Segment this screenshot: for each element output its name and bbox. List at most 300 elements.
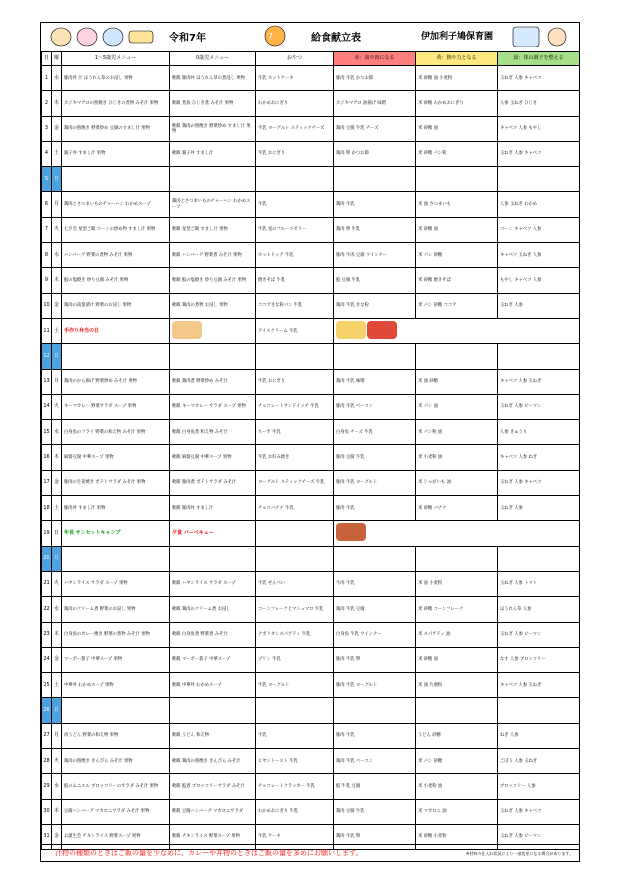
dow-cell: 水 [52, 597, 62, 622]
green-group-cell [498, 546, 580, 571]
menu-0-cell: 軟飯 麻婆豆腐 中華スープ 果物 [170, 445, 256, 470]
dow-cell: 金 [52, 824, 62, 849]
menu-0-cell: 軟飯 ハンバーグ 野菜煮 みそ汁 果物 [170, 243, 256, 268]
red-group-cell: 白身魚 チーズ 牛乳 [334, 420, 416, 445]
table-row [42, 268, 580, 293]
yellow-group-cell: 米 パン 砂糖 ココア [416, 293, 498, 318]
bento-label: 手作り弁当の日 [64, 327, 100, 334]
menu-1to5-cell: 豚肉丼 汁 ほうれん草のお浸し 果物 [62, 66, 170, 91]
table-row [42, 66, 580, 91]
footer-small-note: ※材料の仕入れ状況により一部変更になる場合があります。 [465, 851, 573, 856]
day-cell: 5 [42, 167, 52, 192]
table-row [42, 192, 580, 217]
bbq-label: 夕食 バーベキュー [172, 529, 214, 536]
day-cell: 25 [42, 673, 52, 698]
menu-0-cell [170, 344, 256, 369]
col-red-group: 赤：血や肉になる [334, 52, 416, 66]
menu-0-cell: 軟飯 煮魚 ひじき煮 みそ汁 果物 [170, 91, 256, 116]
menu-0-cell: 軟飯 鶏肉煮 野菜炒め みそ汁 [170, 369, 256, 394]
menu-0-cell: 軟飯 親子丼 すまし汁 [170, 141, 256, 166]
menu-0-cell: 軟飯 鮭の塩焼き 炒り豆腐 みそ汁 果物 [170, 268, 256, 293]
dow-cell: 火 [52, 749, 62, 774]
day-cell: 3 [42, 116, 52, 141]
table-row [42, 167, 580, 192]
snack-cell: チョコレートクラッカー 牛乳 [256, 774, 334, 799]
red-group-cell [334, 546, 416, 571]
menu-1to5-cell: マーボー茄子 中華スープ 果物 [62, 647, 170, 672]
camp-right-cell [170, 521, 256, 546]
table-row [42, 673, 580, 698]
menu-1to5-cell: お誕生会 チキンライス 野菜スープ 果物 [62, 824, 170, 849]
day-cell: 10 [42, 293, 52, 318]
yellow-group-cell: 米 砂糖 油 [416, 217, 498, 242]
menu-1to5-cell: 七夕会 星型ご飯 コーンの炒め物 すまし汁 果物 [62, 217, 170, 242]
yellow-group-cell [416, 698, 498, 723]
menu-1to5-cell: 鶏肉のクリーム煮 野菜のお浸し 果物 [62, 597, 170, 622]
green-group-cell: 人参 玉ねぎ わかめ [498, 192, 580, 217]
red-group-cell: 豚肉 牛乳 [334, 723, 416, 748]
green-group-cell: 玉ねぎ 人参 [498, 293, 580, 318]
yellow-group-cell [416, 344, 498, 369]
table-row [42, 116, 580, 141]
table-row [42, 293, 580, 318]
yellow-group-cell: 米 油 さつまいも [416, 192, 498, 217]
era-title: 令和7年 [169, 33, 206, 44]
school-name: 伊加利子鳩保育園 [421, 32, 494, 42]
dow-cell: 金 [52, 116, 62, 141]
green-group-cell: キャベツ 人参 玉ねぎ [498, 673, 580, 698]
dow-cell: 木 [52, 799, 62, 824]
menu-0-cell: 軟飯 ハヤシライス サラダ スープ [170, 571, 256, 596]
yellow-group-cell: 米 油 小麦粉 [416, 571, 498, 596]
menu-0-cell: 鶏肉とさつまいものチャーハン わかめスープ [170, 192, 256, 217]
red-group-cell: 鶏肉 牛乳 卵 [334, 824, 416, 849]
red-group-cell: 豚肉 牛肉 豆腐 ウインナー [334, 243, 416, 268]
dow-cell: 日 [52, 521, 62, 546]
menu-1to5-cell: 鶏肉の照焼き きんぴら みそ汁 果物 [62, 749, 170, 774]
day-cell: 19 [42, 521, 52, 546]
children-icon [172, 321, 202, 339]
red-group-cell: カジキマグロ 油揚げ 味噌 [334, 91, 416, 116]
menu-1to5-cell [62, 344, 170, 369]
green-group-cell [498, 698, 580, 723]
red-group-cell: 豚肉 牛乳 かつお節 [334, 66, 416, 91]
dow-cell: 月 [52, 369, 62, 394]
svg-text:7: 7 [268, 32, 274, 41]
yellow-group-cell: 米 パン 油 [416, 394, 498, 419]
table-row [42, 318, 580, 343]
dow-cell: 日 [52, 344, 62, 369]
red-group-cell: 豚肉 牛乳 卵 [334, 647, 416, 672]
dow-cell: 土 [52, 141, 62, 166]
lunchbox-icon [336, 321, 366, 339]
red-group-cell: 鶏肉 牛乳 豆腐 [334, 597, 416, 622]
menu-1to5-cell: 豚肉の生姜焼き ポテトサラダ みそ汁 果物 [62, 470, 170, 495]
snack-cell: ナポリタンスパゲティ 牛乳 [256, 622, 334, 647]
col-day: 日 [42, 52, 52, 66]
page-title: 給食献立表 [311, 33, 361, 44]
yellow-group-cell: 米 油 片栗粉 [416, 673, 498, 698]
day-cell: 13 [42, 369, 52, 394]
menu-1to5-cell [62, 167, 170, 192]
snack-cell: 焼きそば 牛乳 [256, 268, 334, 293]
table-row [42, 774, 580, 799]
menu-0-cell: 軟飯 豚肉丼 すまし汁 [170, 496, 256, 521]
snack-cell [256, 698, 334, 723]
menu-0-cell: 軟飯 キーマカレー サラダ スープ 果物 [170, 394, 256, 419]
snack-cell [256, 167, 334, 192]
red-group-cell: 鶏肉 卵 かつお節 [334, 141, 416, 166]
green-group-cell: 人参 きゅうり [498, 420, 580, 445]
red-group-cell: 鶏肉 豆腐 牛乳 チーズ [334, 116, 416, 141]
dow-cell: 木 [52, 268, 62, 293]
menu-0-cell [170, 698, 256, 723]
menu-1to5-cell: 鮭の塩焼き 炒り豆腐 みそ汁 果物 [62, 268, 170, 293]
menu-1to5-cell [62, 698, 170, 723]
day-cell: 21 [42, 571, 52, 596]
table-row [42, 470, 580, 495]
red-group-cell [334, 167, 416, 192]
menu-0-cell: 軟飯 鶏肉の照焼き きんぴら みそ汁 [170, 749, 256, 774]
menu-1to5-cell: 鶏肉の照焼き 野菜炒め 豆腐のすまし汁 果物 [62, 116, 170, 141]
menu-1to5-cell: 中華丼 わかめスープ 果物 [62, 673, 170, 698]
yellow-group-cell [416, 167, 498, 192]
dow-cell: 木 [52, 91, 62, 116]
day-cell: 29 [42, 774, 52, 799]
green-group-cell: ねぎ 人参 [498, 723, 580, 748]
dow-cell: 月 [52, 546, 62, 571]
dow-cell: 金 [52, 647, 62, 672]
red-group-cell: 豚肉 牛乳 ベーコン [334, 394, 416, 419]
day-cell: 24 [42, 647, 52, 672]
yellow-group-cell [416, 546, 498, 571]
menu-1to5-cell: 鶏肉のから揚げ 野菜炒め みそ汁 果物 [62, 369, 170, 394]
col-snack: おやつ [256, 52, 334, 66]
snack-cell: 牛乳 ヨーグルト [256, 673, 334, 698]
table-row [42, 622, 580, 647]
yellow-group-cell: 米 砂糖 油 [416, 116, 498, 141]
day-cell: 17 [42, 470, 52, 495]
day-cell: 12 [42, 344, 52, 369]
yellow-group-cell: 米 砂糖 小麦粉 [416, 824, 498, 849]
snack-cell: 牛乳 星のフルーツゼリー [256, 217, 334, 242]
green-group-cell: キャベツ 人参 玉ねぎ [498, 369, 580, 394]
menu-1to5-cell: ハンバーグ 野菜の煮物 みそ汁 果物 [62, 243, 170, 268]
green-group-cell: キャベツ 人参 ねぎ [498, 445, 580, 470]
menu-0-cell: 軟飯 中華丼 わかめスープ [170, 673, 256, 698]
snack-cell: プリン 牛乳 [256, 647, 334, 672]
snack-cell: 牛乳 おにぎり [256, 369, 334, 394]
col-menu-1to5: 1～5歳児メニュー [62, 52, 170, 66]
day-cell: 1 [42, 66, 52, 91]
menu-table [41, 51, 580, 850]
day-cell: 7 [42, 217, 52, 242]
dow-cell: 水 [52, 66, 62, 91]
red-group-cell: 豚肉 牛乳 [334, 496, 416, 521]
menu-0-cell: 軟飯 豆腐ハンバーグ マカロニサラダ [170, 799, 256, 824]
dow-cell: 土 [52, 496, 62, 521]
snack-cell: ちーず 牛乳 [256, 420, 334, 445]
day-cell: 2 [42, 91, 52, 116]
snack-cell: 牛乳 おにぎり [256, 141, 334, 166]
snack-cell: わかめおにぎり [256, 91, 334, 116]
red-group-cell: 鶏肉 卵 牛乳 [334, 217, 416, 242]
dow-cell: 日 [52, 698, 62, 723]
menu-1to5-cell: ハヤシライス サラダ スープ 果物 [62, 571, 170, 596]
table-row [42, 394, 580, 419]
menu-0-cell: 軟飯 星型ご飯 すまし汁 果物 [170, 217, 256, 242]
red-group-cell: 豚肉 牛乳 ヨーグルト [334, 673, 416, 698]
lunchbox-illustration-cell [334, 318, 580, 343]
table-header-row [42, 52, 580, 66]
table-row [42, 496, 580, 521]
snack-cell: チョコレートサンドイッチ 牛乳 [256, 394, 334, 419]
snack-cell [256, 546, 334, 571]
day-cell: 15 [42, 420, 52, 445]
menu-1to5-cell: 親子丼 すまし汁 果物 [62, 141, 170, 166]
table-row [42, 369, 580, 394]
snack-cell: 牛乳 お好み焼き [256, 445, 334, 470]
red-group-cell: 白身魚 牛乳 ウインナー [334, 622, 416, 647]
snack-cell: 牛乳 ケーキ [256, 824, 334, 849]
green-group-cell [498, 344, 580, 369]
snack-cell: 牛乳 ヨーグルト スティックチーズ [256, 116, 334, 141]
menu-0-cell: 軟飯 豚肉丼 ほうれん草の煮浸し 果物 [170, 66, 256, 91]
menu-0-cell [170, 546, 256, 571]
onigiri-icon [367, 321, 397, 339]
snack-cell: わかめおにぎり 牛乳 [256, 799, 334, 824]
menu-0-cell: 軟飯 鶏肉の煮物 お浸し 果物 [170, 293, 256, 318]
green-group-cell: キャベツ 人参 もやし [498, 116, 580, 141]
green-group-cell: 玉ねぎ 人参 トマト [498, 571, 580, 596]
green-group-cell: コーン キャベツ 人参 [498, 217, 580, 242]
menu-1to5-cell: 肉うどん 野菜の和え物 果物 [62, 723, 170, 748]
yellow-group-cell: うどん 砂糖 [416, 723, 498, 748]
table-row [42, 546, 580, 571]
menu-sheet [40, 22, 580, 862]
snack-cell [256, 344, 334, 369]
green-group-cell [498, 167, 580, 192]
red-group-cell [334, 344, 416, 369]
day-cell: 11 [42, 318, 52, 343]
table-row [42, 799, 580, 824]
table-row [42, 647, 580, 672]
snack-cell: 牛乳 [256, 192, 334, 217]
red-group-cell: 鮭 牛乳 豆腐 [334, 774, 416, 799]
menu-1to5-cell: 白身魚のカレー焼き 野菜の煮物 みそ汁 果物 [62, 622, 170, 647]
day-cell: 9 [42, 268, 52, 293]
green-group-cell: なす 人参 ブロッコリー [498, 647, 580, 672]
table-row [42, 243, 580, 268]
menu-1to5-cell: 豆腐ハンバーグ マカロニサラダ みそ汁 果物 [62, 799, 170, 824]
day-cell: 20 [42, 546, 52, 571]
bbq-illustration-cell [334, 521, 580, 546]
table-row [42, 723, 580, 748]
dow-cell: 火 [52, 394, 62, 419]
green-group-cell: ごぼう 人参 玉ねぎ [498, 749, 580, 774]
red-group-cell: 牛肉 牛乳 [334, 571, 416, 596]
dow-cell: 月 [52, 192, 62, 217]
green-group-cell: ほうれん草 人参 [498, 597, 580, 622]
green-group-cell: 人参 玉ねぎ ひじき [498, 91, 580, 116]
snack-cell: チョコバナナ 牛乳 [256, 496, 334, 521]
red-group-cell: 鶏肉 牛乳 [334, 192, 416, 217]
snack-cell: コーンフレークとマシュマロ 牛乳 [256, 597, 334, 622]
green-group-cell: 玉ねぎ 人参 キャベツ [498, 66, 580, 91]
snack-cell: 牛乳 せんべい [256, 571, 334, 596]
bento-illustration-cell [170, 318, 256, 343]
dow-cell: 金 [52, 470, 62, 495]
yellow-group-cell: 米 砂糖 バナナ [416, 496, 498, 521]
menu-1to5-cell: キーマカレー 野菜サラダ スープ 果物 [62, 394, 170, 419]
dow-cell: 水 [52, 420, 62, 445]
day-cell: 14 [42, 394, 52, 419]
footer-note: 汁物の種類のときはご飯の量を少なめに、カレーや丼物のときはご飯の量を多めにお願いします。 [55, 849, 363, 857]
dow-cell: 木 [52, 445, 62, 470]
green-group-cell: 玉ねぎ 人参 キャベツ [498, 141, 580, 166]
dow-cell: 木 [52, 622, 62, 647]
green-group-cell: キャベツ 玉ねぎ 人参 [498, 243, 580, 268]
table-row [42, 571, 580, 596]
yellow-group-cell: 米 砂糖 焼きそば [416, 268, 498, 293]
green-group-cell: 玉ねぎ 人参 [498, 496, 580, 521]
menu-1to5-cell: 白身魚のフライ 野菜の和え物 みそ汁 果物 [62, 420, 170, 445]
green-group-cell: 玉ねぎ 人参 ピーマン [498, 394, 580, 419]
header [41, 23, 579, 52]
table-row [42, 344, 580, 369]
table-row [42, 217, 580, 242]
green-group-cell: 玉ねぎ 人参 ピーマン [498, 824, 580, 849]
menu-0-cell [170, 167, 256, 192]
red-group-cell: 鶏肉 豆腐 牛乳 [334, 799, 416, 824]
dow-cell: 土 [52, 673, 62, 698]
bento-cell [62, 318, 170, 343]
red-group-cell: 鶏肉 牛乳 きな粉 [334, 293, 416, 318]
yellow-group-cell: 米 パン 砂糖 [416, 243, 498, 268]
header-right-illustration-icon [511, 25, 575, 47]
day-cell: 28 [42, 749, 52, 774]
col-dow: 曜 [52, 52, 62, 66]
menu-0-cell: 軟飯 白身魚煮 野菜煮 みそ汁 [170, 622, 256, 647]
menu-1to5-cell: 豚肉丼 すまし汁 果物 [62, 496, 170, 521]
col-yellow-group: 黄：熱や力となる [416, 52, 498, 66]
col-menu-0: 0歳児メニュー [170, 52, 256, 66]
menu-0-cell: 軟飯 鮭煮 ブロッコリーサラダ みそ汁 [170, 774, 256, 799]
snack-cell: 牛乳 ホットケーキ [256, 66, 334, 91]
footer [41, 844, 579, 861]
menu-0-cell: 軟飯 チキンライス 野菜スープ 果物 [170, 824, 256, 849]
bbq-icon [336, 523, 366, 541]
snack-cell: ヒヤシトースト 牛乳 [256, 749, 334, 774]
menu-0-cell: 軟飯 マーボー茄子 中華スープ [170, 647, 256, 672]
day-cell: 26 [42, 698, 52, 723]
dow-cell: 金 [52, 293, 62, 318]
dow-cell: 火 [52, 571, 62, 596]
camp-left-cell [62, 521, 170, 546]
dow-cell: 水 [52, 243, 62, 268]
table-row [42, 445, 580, 470]
menu-1to5-cell: 鶏肉とさつまいものチャーハン わかめスープ [62, 192, 170, 217]
snack-cell: アイスクリーム 牛乳 [256, 318, 334, 343]
menu-0-cell: 軟飯 鶏肉のクリーム煮 お浸し [170, 597, 256, 622]
day-cell: 31 [42, 824, 52, 849]
green-group-cell: もやし キャベツ 人参 [498, 268, 580, 293]
yellow-group-cell: 米 砂糖 油 小麦粉 [416, 66, 498, 91]
snack-cell: ホットドッグ 牛乳 [256, 243, 334, 268]
dow-cell: 火 [52, 217, 62, 242]
dow-cell: 土 [52, 318, 62, 343]
dow-cell: 水 [52, 774, 62, 799]
green-group-cell: 玉ねぎ 人参 ピーマン [498, 622, 580, 647]
menu-1to5-cell: 鮭のムニエル ブロッコリーのサラダ みそ汁 果物 [62, 774, 170, 799]
table-row [42, 698, 580, 723]
day-cell: 30 [42, 799, 52, 824]
day-cell: 4 [42, 141, 52, 166]
yellow-group-cell: 米 じゃがいも 油 [416, 470, 498, 495]
red-group-cell [334, 698, 416, 723]
day-cell: 23 [42, 622, 52, 647]
yellow-group-cell: 米 砂糖 わかめおにぎり [416, 91, 498, 116]
yellow-group-cell: 米 パン 砂糖 [416, 749, 498, 774]
menu-0-cell: 軟飯 うどん 和え物 [170, 723, 256, 748]
red-group-cell: 鶏肉 牛乳 ベーコン [334, 749, 416, 774]
menu-0-cell: 軟飯 鶏肉の照焼き 野菜炒め すまし汁 果物 [170, 116, 256, 141]
menu-1to5-cell: カジキマグロの照焼き ひじきの煮物 みそ汁 果物 [62, 91, 170, 116]
yellow-group-cell: 米 スパゲティ 油 [416, 622, 498, 647]
day-cell: 18 [42, 496, 52, 521]
table-row [42, 141, 580, 166]
dow-cell: 日 [52, 167, 62, 192]
menu-0-cell: 軟飯 豚肉煮 ポテトサラダ みそ汁 [170, 470, 256, 495]
day-cell: 27 [42, 723, 52, 748]
red-group-cell: 鶏肉 牛乳 味噌 [334, 369, 416, 394]
menu-1to5-cell: 麻婆豆腐 中華スープ 果物 [62, 445, 170, 470]
yellow-group-cell: 米 小麦粉 油 [416, 445, 498, 470]
table-row [42, 91, 580, 116]
table-row [42, 521, 580, 546]
yellow-group-cell: 米 砂糖 パン粉 [416, 141, 498, 166]
green-group-cell: ブロッコリー 人参 [498, 774, 580, 799]
yellow-group-cell: 米 パン粉 油 [416, 420, 498, 445]
snack-cell: ヨーグルト スティックチーズ 牛乳 [256, 470, 334, 495]
table-row [42, 597, 580, 622]
badge-illustration-icon [253, 25, 297, 47]
yellow-group-cell: 米 マカロニ 油 [416, 799, 498, 824]
col-green-group: 緑：体の調子を整える [498, 52, 580, 66]
menu-1to5-cell: 鶏肉の南蛮漬け 野菜のお浸し 果物 [62, 293, 170, 318]
dow-cell: 月 [52, 723, 62, 748]
day-cell: 22 [42, 597, 52, 622]
yellow-group-cell: 米 小麦粉 油 [416, 774, 498, 799]
camp-label: 年長 サンセットキャンプ [64, 529, 121, 536]
table-row [42, 749, 580, 774]
day-cell: 6 [42, 192, 52, 217]
menu-0-cell: 軟飯 白身魚煮 和え物 みそ汁 [170, 420, 256, 445]
yellow-group-cell: 米 砂糖 コーンフレーク [416, 597, 498, 622]
table-row [42, 420, 580, 445]
day-cell: 8 [42, 243, 52, 268]
snack-cell [256, 521, 334, 546]
menu-1to5-cell [62, 546, 170, 571]
snack-cell: 牛乳 [256, 723, 334, 748]
day-cell: 16 [42, 445, 52, 470]
green-group-cell: 玉ねぎ 人参 キャベツ [498, 470, 580, 495]
red-group-cell: 鮭 豆腐 牛乳 [334, 268, 416, 293]
red-group-cell: 豚肉 豆腐 牛乳 [334, 445, 416, 470]
red-group-cell: 豚肉 牛乳 ヨーグルト [334, 470, 416, 495]
snack-cell: ココアきな粉パン 牛乳 [256, 293, 334, 318]
header-illustration-icon [47, 25, 157, 47]
